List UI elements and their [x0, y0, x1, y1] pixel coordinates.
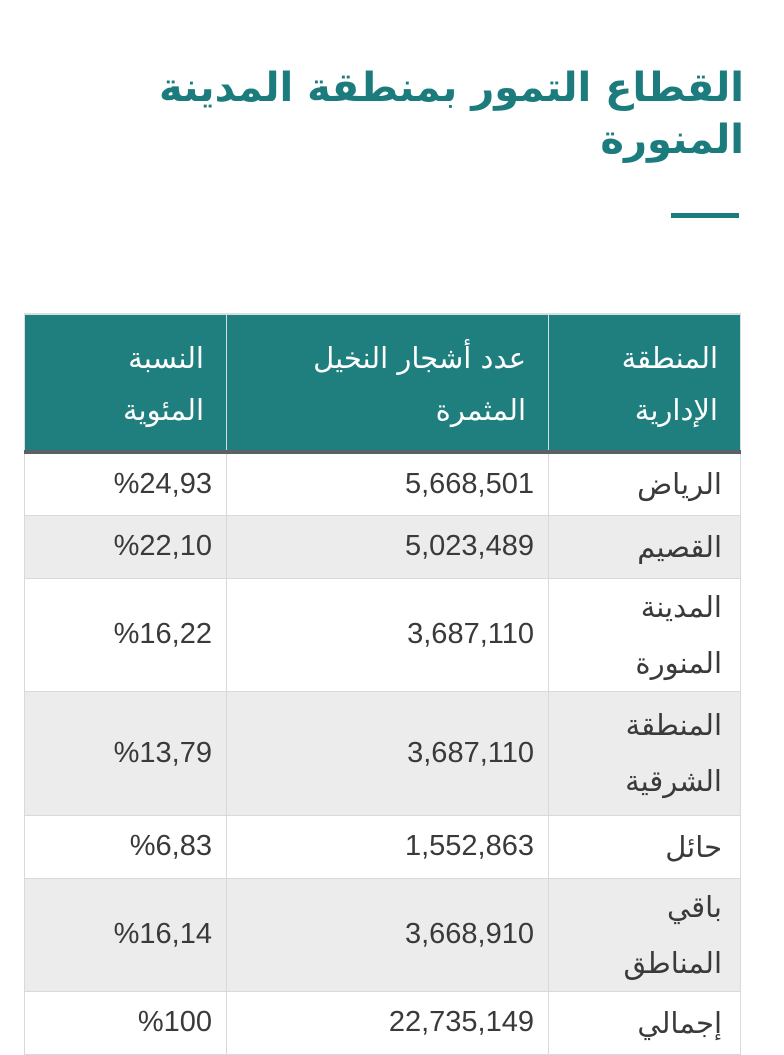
- table-header: [25, 314, 741, 452]
- percent-cell: %22,10: [25, 515, 227, 578]
- header-trees: عدد أشجار النخيل المثمرة: [227, 314, 549, 452]
- region-cell: حائل: [549, 815, 741, 878]
- trees-cell: 3,687,110: [227, 578, 549, 691]
- percent-cell: %24,93: [25, 452, 227, 515]
- percent-cell: %16,22: [25, 578, 227, 691]
- percent-cell: %100: [25, 991, 227, 1054]
- trees-cell: 5,023,489: [227, 515, 549, 578]
- table-row: [25, 515, 741, 578]
- table-row-total: [25, 991, 741, 1054]
- region-cell: الرياض: [549, 452, 741, 515]
- region-cell: المدينة المنورة: [549, 578, 741, 691]
- trees-cell: 1,552,863: [227, 815, 549, 878]
- percent-cell: %13,79: [25, 691, 227, 815]
- region-cell: المنطقة الشرقية: [549, 691, 741, 815]
- region-cell: القصيم: [549, 515, 741, 578]
- page-title: القطاع التمور بمنطقة المدينة المنورة: [158, 65, 744, 163]
- date-palm-table: [24, 313, 741, 1055]
- trees-cell: 3,668,910: [227, 878, 549, 991]
- table-row: [25, 691, 741, 815]
- table-row: [25, 578, 741, 691]
- region-cell: باقي المناطق: [549, 878, 741, 991]
- table-row: [25, 878, 741, 991]
- trees-cell: 22,735,149: [227, 991, 549, 1054]
- table-body: [25, 452, 741, 1054]
- trees-cell: 5,668,501: [227, 452, 549, 515]
- trees-cell: 3,687,110: [227, 691, 549, 815]
- table-row: [25, 815, 741, 878]
- percent-cell: %16,14: [25, 878, 227, 991]
- header-region: المنطقة الإدارية: [549, 314, 741, 452]
- header-percent: النسبة المئوية: [25, 314, 227, 452]
- table-row: [25, 452, 741, 515]
- percent-cell: %6,83: [25, 815, 227, 878]
- region-cell: إجمالي: [549, 991, 741, 1054]
- title-underline: [671, 213, 739, 218]
